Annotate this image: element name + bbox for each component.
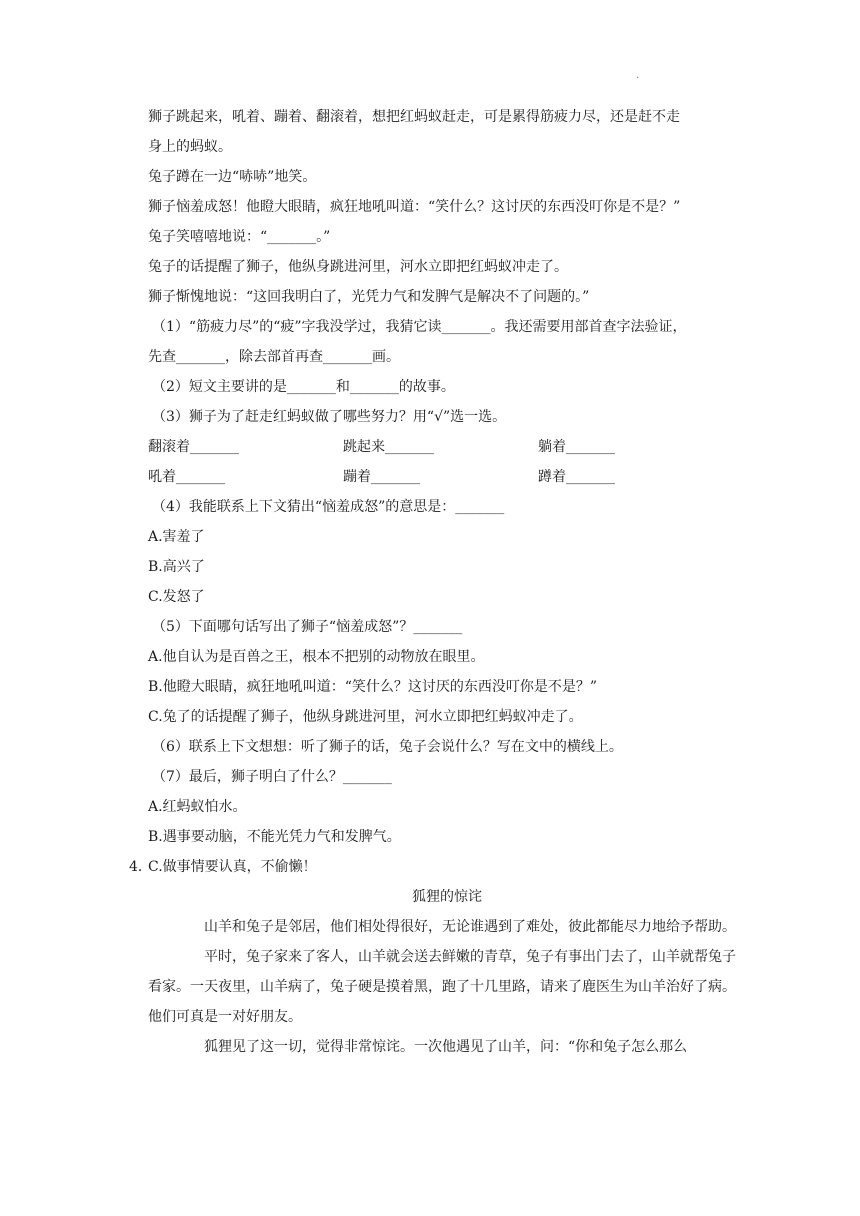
option: C.兔了的话提醒了狮子，他纵身跳进河里，河水立即把红蚂蚁冲走了。 (148, 709, 583, 725)
passage-line: 身上的蚂蚁。 (148, 139, 232, 155)
question-4: （4）我能联系上下文猜出“恼羞成怒”的意思是：_______ (152, 499, 505, 515)
choice-row (148, 462, 738, 492)
passage-line: 兔子笑嘻嘻地说：“_______。” (148, 229, 331, 245)
question-1-line: 先查_______，除去部首再查_______画。 (148, 349, 400, 365)
passage-line: 兔子蹲在一边“哧哧”地笑。 (148, 169, 317, 185)
passage-line: 狮子跳起来，吼着、蹦着、翻滚着，想把红蚂蚁赶走，可是累得筋疲力尽，还是赶不走 (148, 109, 680, 125)
story-paragraph: 狐狸见了这一切，觉得非常惊诧。一次他遇见了山羊，问：“你和兔子怎么那么 (204, 1039, 688, 1055)
question-7: （7）最后，狮子明白了什么？_______ (152, 769, 392, 785)
question-3: （3）狮子为了赶走红蚂蚁做了哪些努力？用“√”选一选。 (152, 409, 507, 425)
option: A.他自认为是百兽之王，根本不把别的动物放在眼里。 (148, 649, 485, 665)
question-1-line: （1）“筋疲力尽”的“疲”字我没学过，我猜它读_______。我还需要用部首查字法验证， (152, 319, 687, 335)
story-paragraph: 平时，兔子家来了客人，山羊就会送去鲜嫩的青草，兔子有事出门去了，山羊就帮兔子看家。一天夜里，山羊病了，兔子硬是摸着黑，跑了十几里路，请来了鹿医生为山羊治好了病。他们可真是一对好朋友。 (148, 949, 736, 1025)
option: B.他瞪大眼睛，疯狂地吼叫道：“笑什么？这讨厌的东西没叮你是不是？” (148, 679, 598, 695)
option: A.害羞了 (148, 529, 205, 545)
choice-item: 吼着_______ (148, 469, 225, 485)
story-title: 狐狸的惊诧 (412, 889, 482, 905)
passage-line: 狮子惭愧地说：“这回我明白了，光凭力气和发脾气是解决不了问题的。” (148, 289, 590, 305)
question-6: （6）联系上下文想想：听了狮子的话，兔子会说什么？写在文中的横线上。 (152, 739, 623, 755)
question-3-body (148, 102, 738, 882)
choice-item: 躺着_______ (538, 439, 615, 455)
choice-item: 翻滚着_______ (148, 439, 239, 455)
option: B.遇事要动脑，不能光凭力气和发脾气。 (148, 829, 401, 845)
option: A.红蚂蚁怕水。 (148, 799, 247, 815)
option: C.做事情要认真，不偷懒！ (148, 859, 317, 875)
question-number: 4． (129, 859, 152, 875)
question-5: （5）下面哪句话写出了狮子“恼羞成怒”？_______ (152, 619, 463, 635)
header-mark: . (636, 70, 640, 81)
option: B.高兴了 (148, 559, 205, 575)
choice-item: 跳起来_______ (343, 439, 434, 455)
story-passage (148, 882, 738, 1062)
choice-row (148, 432, 738, 462)
passage-line: 兔子的话提醒了狮子，他纵身跳进河里，河水立即把红蚂蚁冲走了。 (148, 259, 568, 275)
choice-item: 蹲着_______ (538, 469, 615, 485)
question-2: （2）短文主要讲的是_______和_______的故事。 (152, 379, 455, 395)
passage-line: 狮子恼羞成怒！他瞪大眼睛，疯狂地吼叫道：“笑什么？这讨厌的东西没叮你是不是？” (148, 199, 681, 215)
option: C.发怒了 (148, 589, 205, 605)
story-paragraph: 山羊和兔子是邻居，他们相处得很好，无论谁遇到了难处，彼此都能尽力地给予帮助。 (204, 919, 736, 935)
choice-item: 蹦着_______ (343, 469, 420, 485)
